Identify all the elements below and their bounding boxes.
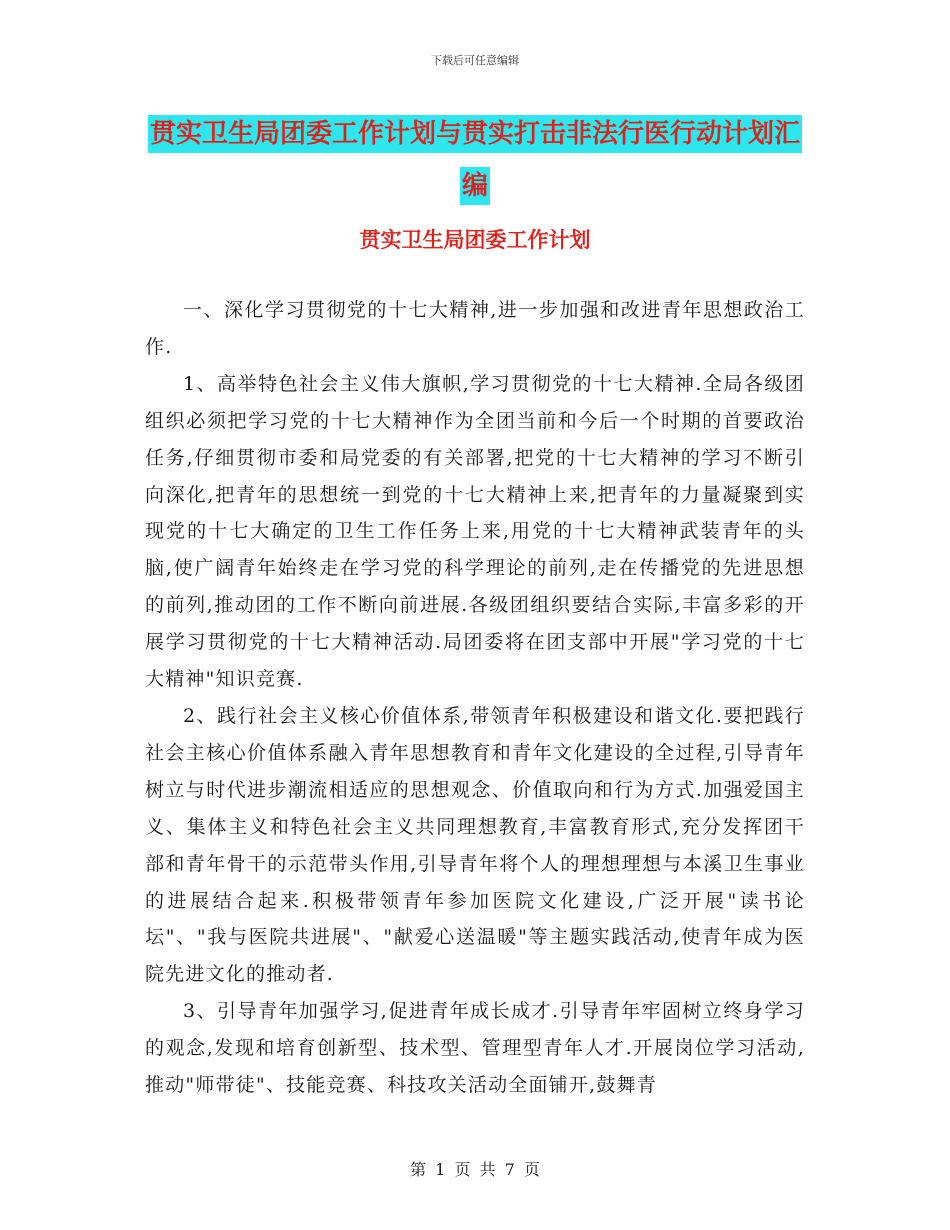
paragraph: 3、引导青年加强学习,促进青年成长成才.引导青年牢固树立终身学习的观念,发现和培育创新型、技术型、管理型青年人才.开展岗位学习活动,推动"师带徒"、技能竞赛、科技攻关活动全面铺开,鼓舞青 xyxy=(145,1000,805,1097)
document-title xyxy=(145,108,805,212)
document-body xyxy=(145,292,805,1104)
header-note: 下载后可任意编辑 xyxy=(431,54,519,67)
paragraph: 2、践行社会主义核心价值体系,带领青年积极建设和谐文化.要把践行社会主核心价值体系融入青年思想教育和青年文化建设的全过程,引导青年树立与时代进步潮流相适应的思想观念、价值取向和行为方式.加强爱国主义、集体主义和特色社会主义共同理想教育,丰富教育形式,充分发挥团干部和青年骨干的示范带头作用,引导青年将个人的理想理想与本溪卫生事业的进展结合起来.积极带领青年参加医院文化建设,广泛开展"读书论坛"、"我与医院共进展"、"献爱心送温暖"等主题实践活动,使青年成为医院先进文化的推动者. xyxy=(145,704,805,986)
page-footer: 第 1 页 共 7 页 xyxy=(410,1160,540,1179)
paragraph: 一、深化学习贯彻党的十七大精神,进一步加强和改进青年思想政治工作. xyxy=(145,299,805,358)
paragraph: 1、高举特色社会主义伟大旗帜,学习贯彻党的十七大精神.全局各级团组织必须把学习党的十七大精神作为全团当前和今后一个时期的首要政治任务,仔细贯彻市委和局党委的有关部署,把党的十七大精神的学习不断引向深化,把青年的思想统一到党的十七大精神上来,把青年的力量凝聚到实现党的十七大确定的卫生工作任务上来,用党的十七大精神武装青年的头脑,使广阔青年始终走在学习党的科学理论的前列,走在传播党的先进思想的前列,推动团的工作不断向前进展.各级团组织要结合实际,丰富多彩的开展学习贯彻党的十七大精神活动.局团委将在团支部中开展"学习党的十七大精神"知识竞赛. xyxy=(145,372,805,691)
document-title-text: 贯实卫生局团委工作计划与贯实打击非法行医行动计划汇编 xyxy=(148,115,802,205)
section-title: 贯实卫生局团委工作计划 xyxy=(359,228,591,252)
